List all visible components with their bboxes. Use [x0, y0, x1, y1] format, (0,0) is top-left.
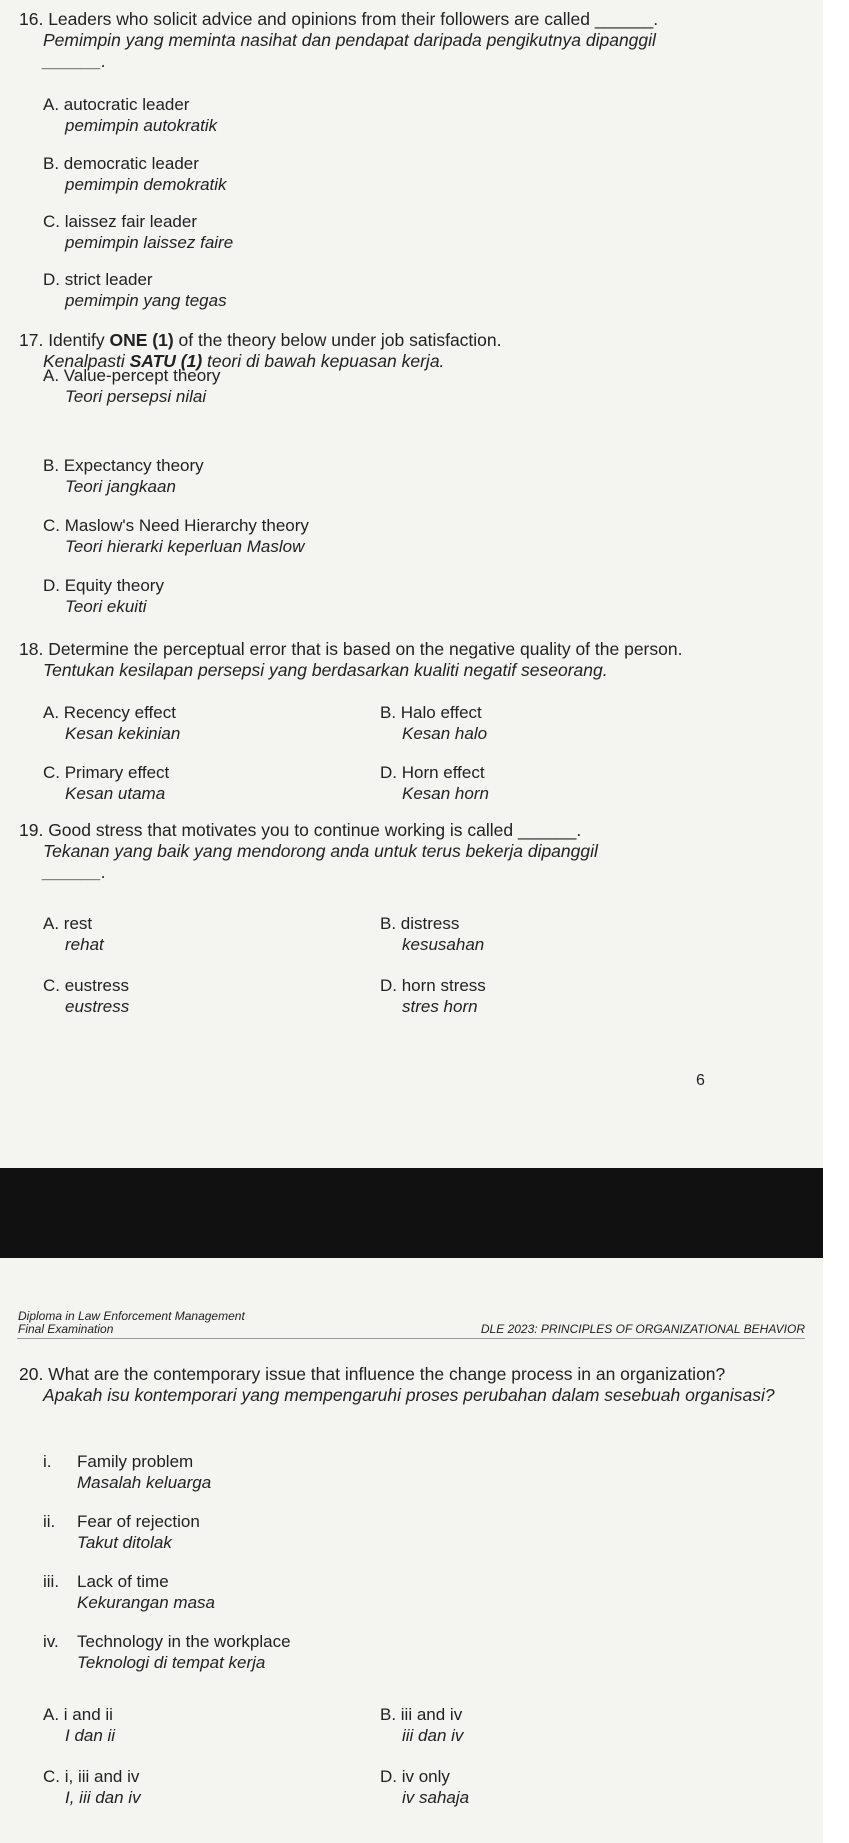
q18-option-c[interactable]: C. Primary effect Kesan utama — [43, 763, 170, 803]
question-18-text-ms: Tentukan kesilapan persepsi yang berdasarkan kualiti negatif seseorang. — [43, 660, 608, 680]
q19-option-d[interactable]: D. horn stress stres horn — [380, 976, 486, 1016]
q16-option-a[interactable]: A. autocratic leader pemimpin autokratik — [43, 95, 218, 135]
q17-option-b[interactable]: B. Expectancy theory Teori jangkaan — [43, 456, 204, 496]
q19-option-a[interactable]: A. rest rehat — [43, 914, 104, 954]
q16-option-b[interactable]: B. democratic leader pemimpin demokratik — [43, 154, 227, 194]
header-divider — [17, 1338, 805, 1339]
question-19-text: 19. Good stress that motivates you to continue working is called ______. — [19, 820, 582, 840]
q20-option-c[interactable]: C. i, iii and iv I, iii dan iv — [43, 1767, 141, 1807]
q20-item-iii: iii. Lack of time Kekurangan masa — [43, 1572, 215, 1612]
q18-option-a[interactable]: A. Recency effect Kesan kekinian — [43, 703, 181, 743]
q18-option-b[interactable]: B. Halo effect Kesan halo — [380, 703, 488, 743]
q20-option-a[interactable]: A. i and ii I dan ii — [43, 1705, 116, 1745]
page-number: 6 — [696, 1072, 705, 1089]
question-16-text: 16. Leaders who solicit advice and opinions from their followers are called ______. — [19, 9, 659, 29]
question-19 — [19, 820, 809, 883]
q20-item-i: i. Family problem Masalah keluarga — [43, 1452, 212, 1492]
q20-item-ii: ii. Fear of rejection Takut ditolak — [43, 1512, 200, 1552]
page-gap — [0, 1168, 823, 1258]
question-19-blank: ______. — [43, 862, 107, 882]
q18-option-d[interactable]: D. Horn effect Kesan horn — [380, 763, 489, 803]
question-16-text-ms: Pemimpin yang meminta nasihat dan pendapat daripada pengikutnya dipanggil — [43, 30, 656, 50]
q17-option-d[interactable]: D. Equity theory Teori ekuiti — [43, 576, 164, 616]
question-18-text: 18. Determine the perceptual error that is based on the negative quality of the person. — [19, 639, 683, 659]
q17-option-a[interactable]: A. Value-percept theory Teori persepsi nilai — [43, 366, 221, 406]
question-16-blank: ______. — [43, 51, 107, 71]
q19-option-c[interactable]: C. eustress eustress — [43, 976, 130, 1016]
header-course: DLE 2023: PRINCIPLES OF ORGANIZATIONAL BEHAVIOR — [480, 1322, 805, 1336]
header-diploma: Diploma in Law Enforcement Management — [18, 1309, 245, 1323]
question-20 — [19, 1364, 809, 1406]
question-20-text: 20. What are the contemporary issue that influence the change process in an organization? — [19, 1364, 726, 1384]
q20-option-d[interactable]: D. iv only iv sahaja — [380, 1767, 470, 1807]
question-17-text-ms: Kenalpasti SATU (1) teori di bawah kepuasan kerja. — [43, 351, 445, 371]
q20-item-iv: iv. Technology in the workplace Teknologi di tempat kerja — [43, 1632, 291, 1672]
q19-option-b[interactable]: B. distress kesusahan — [380, 914, 485, 954]
q16-option-d[interactable]: D. strict leader pemimpin yang tegas — [43, 270, 227, 310]
header-left — [18, 1310, 245, 1336]
q17-option-c[interactable]: C. Maslow's Need Hierarchy theory Teori hierarki keperluan Maslow — [43, 516, 309, 556]
question-18 — [19, 639, 819, 681]
question-17-text: 17. Identify ONE (1) of the theory below under job satisfaction. — [19, 330, 502, 350]
question-19-text-ms: Tekanan yang baik yang mendorong anda untuk terus bekerja dipanggil — [43, 841, 598, 861]
header-exam: Final Examination — [18, 1322, 114, 1336]
q20-option-b[interactable]: B. iii and iv iii dan iv — [380, 1705, 464, 1745]
question-16 — [19, 9, 809, 72]
q16-option-c[interactable]: C. laissez fair leader pemimpin laissez faire — [43, 212, 234, 252]
question-20-text-ms: Apakah isu kontemporari yang mempengaruhi proses perubahan dalam sesebuah organisasi? — [43, 1385, 775, 1405]
